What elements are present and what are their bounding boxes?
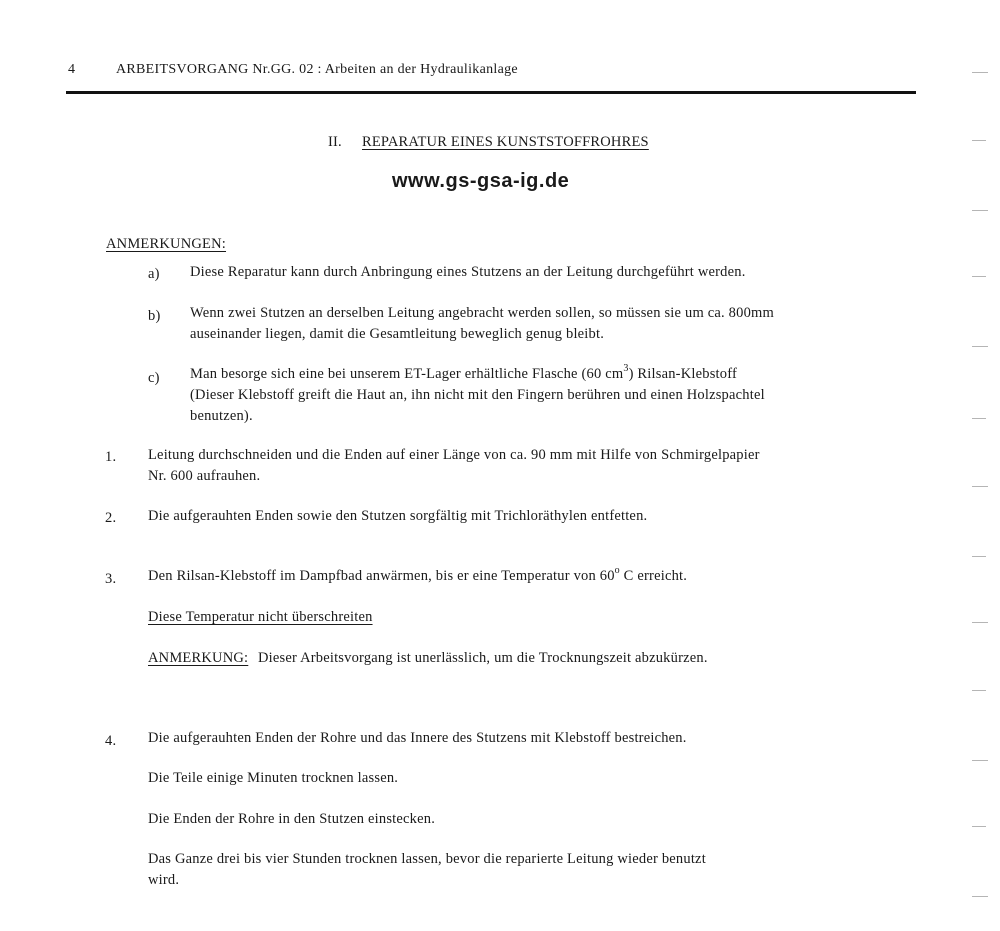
scan-edge-mark — [972, 486, 988, 487]
step-4-line1: Die aufgerauhten Enden der Rohre und das Innere des Stutzens mit Klebstoff bestreichen. — [148, 730, 687, 746]
notes-heading: ANMERKUNGEN: — [106, 236, 227, 252]
step-3-note-text: Dieser Arbeitsvorgang ist unerlässlich, um die Trocknungszeit abzukürzen. — [258, 650, 708, 666]
step-3-note-label: ANMERKUNG: — [148, 650, 249, 666]
header-rule — [66, 91, 916, 94]
note-c-line2: (Dieser Klebstoff greift die Haut an, ihn nicht mit den Fingern berühren und einen Holzspachtel — [190, 387, 765, 403]
page-number: 4 — [68, 62, 76, 77]
scan-edge-mark — [972, 210, 988, 211]
step-2-text: Die aufgerauhten Enden sowie den Stutzen sorgfältig mit Trichloräthylen entfetten. — [148, 508, 648, 524]
scan-edge-mark — [972, 760, 988, 761]
section-number: II. — [328, 134, 342, 150]
step-4-line4: Das Ganze drei bis vier Stunden trocknen lassen, bevor die reparierte Leitung wieder benutzt — [148, 851, 706, 867]
step-4-number: 4. — [105, 733, 117, 749]
note-c-label: c) — [148, 370, 160, 386]
note-c-superscript: 3 — [623, 363, 629, 374]
note-a-text: Diese Reparatur kann durch Anbringung eines Stutzens an der Leitung durchgeführt werden. — [190, 264, 746, 280]
step-4-line5: wird. — [148, 872, 180, 888]
scan-edge-mark — [972, 276, 986, 277]
note-c-line3: benutzen). — [190, 408, 253, 424]
scan-edge-mark — [972, 690, 986, 691]
scan-edge-mark — [972, 622, 988, 623]
note-b-line1: Wenn zwei Stutzen an derselben Leitung angebracht werden sollen, so müssen sie um ca. 800mm — [190, 305, 774, 321]
temperature-warning: Diese Temperatur nicht überschreiten — [148, 609, 373, 625]
step-1-line1: Leitung durchschneiden und die Enden auf einer Länge von ca. 90 mm mit Hilfe von Schmirgelpapier — [148, 447, 760, 463]
scan-edge-mark — [972, 826, 986, 827]
step-4-line3: Die Enden der Rohre in den Stutzen einstecken. — [148, 811, 436, 827]
note-b-line2: auseinander liegen, damit die Gesamtleitung beweglich genug bleibt. — [190, 326, 605, 342]
scan-edge-mark — [972, 346, 988, 347]
step-4-line2: Die Teile einige Minuten trocknen lassen. — [148, 770, 399, 786]
scan-edge-mark — [972, 72, 988, 73]
step-1-number: 1. — [105, 449, 117, 465]
document-header-title: ARBEITSVORGANG Nr.GG. 02 : Arbeiten an der Hydraulikanlage — [116, 62, 518, 77]
watermark-url: www.gs-gsa-ig.de — [392, 170, 570, 192]
scan-edge-mark — [972, 140, 986, 141]
section-title: REPARATUR EINES KUNSTSTOFFROHRES — [362, 134, 649, 150]
note-a-label: a) — [148, 266, 160, 282]
scan-edge-mark — [972, 896, 988, 897]
step-2-number: 2. — [105, 510, 117, 526]
scan-edge-mark — [972, 418, 986, 419]
step-3-number: 3. — [105, 571, 117, 587]
note-c-line1: Man besorge sich eine bei unserem ET-Lager erhältliche Flasche (60 $cm^3$) Rilsan-Klebstoff — [190, 363, 738, 382]
step-1-line2: Nr. 600 aufrauhen. — [148, 468, 261, 484]
step-3-text: Den Rilsan-Klebstoff im Dampfbad anwärmen, bis er eine Temperatur von 60$^o$ C erreicht. — [148, 565, 688, 584]
scan-edge-mark — [972, 556, 986, 557]
degree-superscript: o — [614, 565, 620, 576]
note-b-label: b) — [148, 308, 161, 324]
